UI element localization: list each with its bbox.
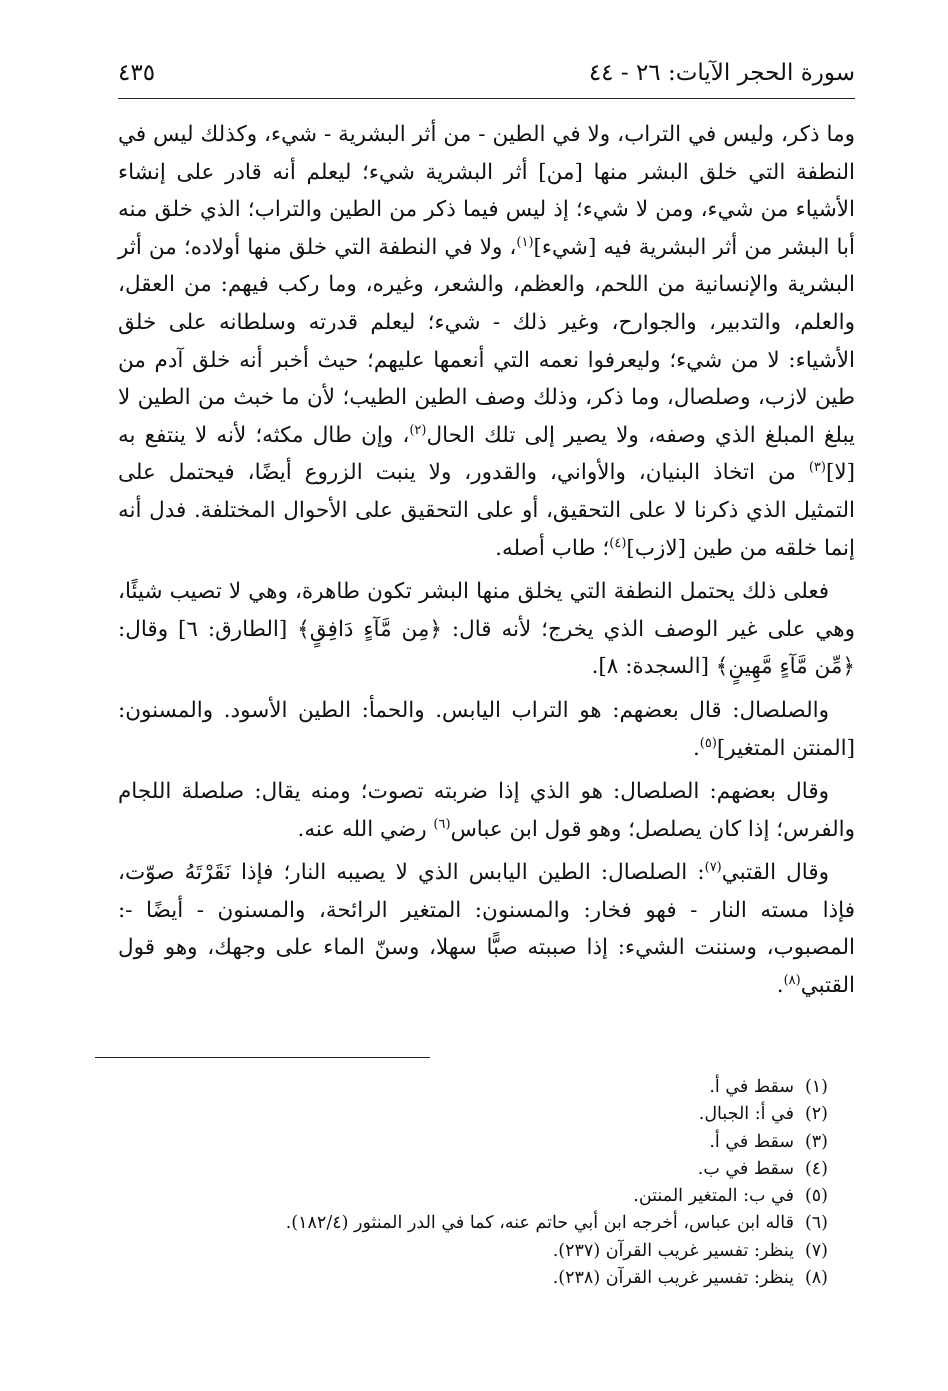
footnote-item bbox=[228, 1238, 828, 1265]
footnote-marker: (٤) bbox=[609, 535, 627, 551]
text-run: وقال القتبي bbox=[721, 860, 829, 886]
footnote-divider bbox=[95, 1057, 430, 1058]
footnote-text: في أ: الجبال. bbox=[698, 1104, 794, 1125]
footnote-text: ينظر: تفسير غريب القرآن (٢٣٧). bbox=[552, 1240, 794, 1261]
paragraph bbox=[118, 573, 855, 686]
footnote-item bbox=[228, 1074, 828, 1101]
footnote-text: سقط في أ. bbox=[709, 1077, 794, 1097]
paragraph bbox=[118, 854, 855, 1004]
footnote-item bbox=[228, 1156, 828, 1183]
footnote-number: (١) bbox=[804, 1077, 828, 1097]
footnote-marker: (٢) bbox=[409, 422, 427, 438]
text-run: . bbox=[776, 973, 784, 999]
footnote-marker: (٣) bbox=[808, 460, 826, 476]
footnote-marker: (٧) bbox=[704, 860, 722, 876]
footnote-marker: (٦) bbox=[433, 816, 451, 832]
footnote-item bbox=[228, 1265, 828, 1292]
footnote-number: (٥) bbox=[804, 1186, 828, 1207]
paragraph bbox=[118, 773, 855, 848]
footnote-number: (٨) bbox=[804, 1268, 828, 1289]
text-run: والصلصال: قال بعضهم: هو التراب اليابس. والحمأ: الطين الأسود. والمسنون: [المنتن المتغير] bbox=[118, 697, 855, 761]
footnote-item bbox=[228, 1129, 828, 1156]
text-run: ، وإن طال مكثه؛ لأنه لا ينتفع به [لا] bbox=[118, 422, 855, 486]
text-run: وقال بعضهم: الصلصال: هو الذي إذا ضربته تصوت؛ ومنه يقال: صلصلة اللجام والفرس؛ إذا كان يصلصل؛ وهو قول ابن عباس bbox=[118, 779, 855, 842]
footnote-number: (٧) bbox=[804, 1240, 828, 1261]
paragraph bbox=[118, 116, 855, 567]
text-run: ، ولا في النطفة التي خلق منها أولاده؛ من أثر البشرية والإنسانية من اللحم، والعظم، والشعر، وغيره، وما ركب فيهم: من العقل، والعلم، والتدبير، والجوارح، وغير ذلك - شيء؛ ليعلم قدرته وسلطانه على خلق الأشياء: لا من شيء؛ وليعرفوا نعمه التي أنعمها عليهم؛ حيث أخبر أنه خلق آدم من طين لازب، وصلصال، وما ذكر، وذلك وصف الطين الطيب؛ لأن ما خبث من الطين لا يبلغ المبلغ الذي وصفه، ولا يصير إلى تلك الحال bbox=[118, 234, 855, 448]
text-run: ؛ طاب أصله. bbox=[495, 535, 610, 561]
footnote-text: في ب: المتغير المنتن. bbox=[633, 1186, 794, 1207]
main-text bbox=[118, 116, 855, 1005]
footnote-marker: (٥) bbox=[699, 735, 717, 751]
footnote-marker: (١) bbox=[516, 234, 534, 250]
chapter-title: سورة الحجر الآيات: ٢٦ - ٤٤ bbox=[588, 60, 855, 86]
footnote-item bbox=[228, 1101, 828, 1128]
text-run: رضي الله عنه. bbox=[297, 816, 434, 842]
footnote-text: ينظر: تفسير غريب القرآن (٢٣٨). bbox=[552, 1268, 794, 1289]
footnote-text: قاله ابن عباس، أخرجه ابن أبي حاتم عنه، كما في الدر المنثور (١٨٢/٤). bbox=[285, 1213, 794, 1234]
text-run: . bbox=[692, 735, 700, 761]
paragraph bbox=[118, 692, 855, 767]
footnote-number: (٤) bbox=[804, 1158, 828, 1179]
footnote-text: سقط في ب. bbox=[697, 1158, 794, 1179]
text-run: من اتخاذ البنيان، والأواني، والقدور، ولا ينبت الزروع أيضًا، فيحتمل على التمثيل الذي ذكرنا لا على التحقيق، أو على التحقيق على الأحوال المختلفة. فدل أنه إنما خلقه من طين [لازب] bbox=[118, 460, 855, 561]
footnote-marker: (٨) bbox=[783, 972, 801, 988]
footnote-number: (٢) bbox=[804, 1104, 828, 1125]
footnotes bbox=[228, 1074, 828, 1292]
footnote-number: (٣) bbox=[804, 1131, 828, 1152]
running-header bbox=[118, 58, 855, 99]
footnote-item bbox=[228, 1183, 828, 1210]
text-run: : الصلصال: الطين اليابس الذي لا يصيبه النار؛ فإذا نَقَرْتَهُ صوّت، فإذا مسته النار - فهو فخار: والمسنون: المتغير الرائحة، والمسنون - أيضًا -: المصبوب، وسننت الشيء: إذا صببته صبًّا سهلا، وسنّ الماء على وجهك، وهو قول القتبي bbox=[118, 860, 855, 999]
footnote-text: سقط في أ. bbox=[709, 1131, 794, 1152]
text-run: وما ذكر، وليس في التراب، ولا في الطين - من أثر البشرية - شيء، وكذلك ليس في النطفة التي خلق البشر منها [من] أثر البشرية شيء؛ ليعلم أنه قادر على إنشاء الأشياء من شيء، ومن لا شيء؛ إذ ليس فيما ذكر من الطين والتراب؛ الذي خلق منه أبا البشر من أثر البشرية فيه [شيء] bbox=[118, 122, 855, 260]
footnote-item bbox=[228, 1210, 828, 1237]
text-run: فعلى ذلك يحتمل النطفة التي يخلق منها البشر تكون طاهرة، وهي لا تصيب شيئًا، وهي على غير الوصف الذي يخرج؛ لأنه قال: ﴿مِن مَّآءٍ دَافِقٍ﴾ [الطارق: ٦] وقال: ﴿مِّن مَّآءٍ مَّهِينٍ﴾ [السجدة: ٨]. bbox=[118, 579, 855, 680]
page-number: ٤٣٥ bbox=[118, 60, 156, 86]
footnote-number: (٦) bbox=[804, 1213, 828, 1234]
